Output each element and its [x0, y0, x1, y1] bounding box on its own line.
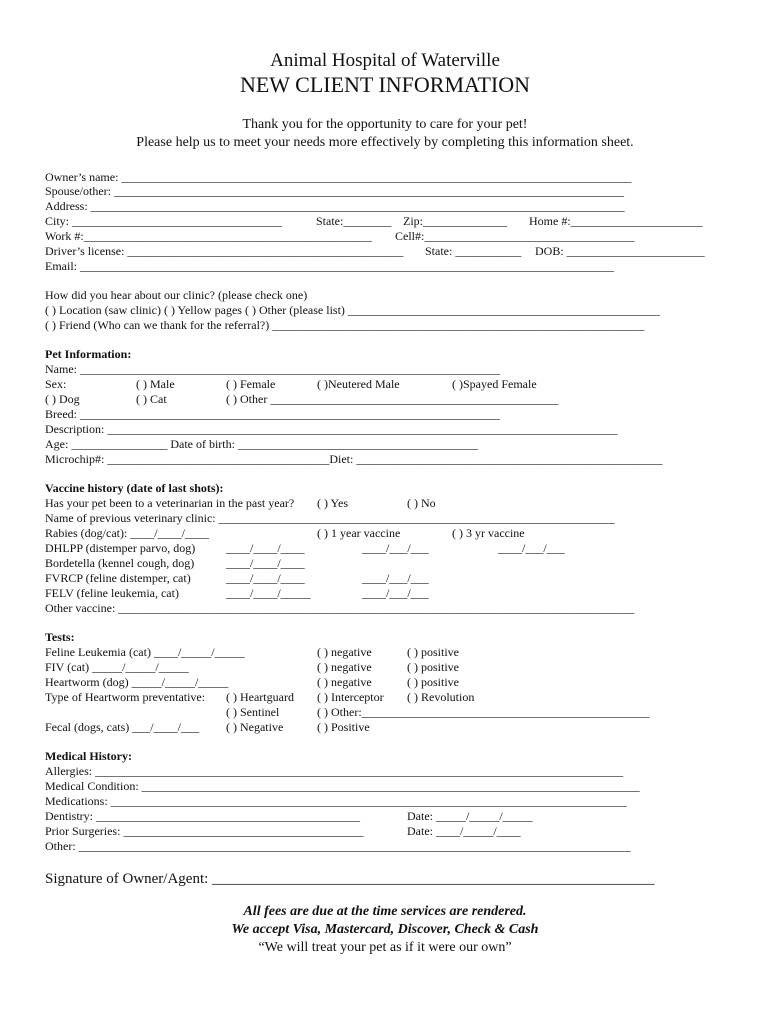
past-vet-no-checkbox[interactable]: ( ) No [407, 496, 436, 510]
owner-name-field[interactable]: Owner’s name: _____________________________________________________________________________________ [45, 170, 632, 184]
previous-clinic-field[interactable]: Name of previous veterinary clinic: __________________________________________________________________ [45, 511, 615, 525]
work-phone-field[interactable]: Work #:________________________________________________ [45, 229, 372, 243]
medical-condition-field[interactable]: Medical Condition: ___________________________________________________________________________________ [45, 779, 640, 793]
felv-test-field[interactable]: Feline Leukemia (cat) ____/_____/_____ [45, 645, 245, 659]
dentistry-field[interactable]: Dentistry: ____________________________________________ [45, 809, 360, 823]
revolution-checkbox[interactable]: ( ) Revolution [407, 690, 475, 704]
form-title: NEW CLIENT INFORMATION [239, 72, 531, 97]
fees-notice: All fees are due at the time services are rendered. [243, 904, 527, 919]
spouse-field[interactable]: Spouse/other: _____________________________________________________________________________________ [45, 184, 624, 198]
dhlpp-label: DHLPP (distemper parvo, dog) [45, 541, 196, 555]
tests-heading: Tests: [45, 630, 75, 644]
fiv-test-field[interactable]: FIV (cat) _____/_____/_____ [45, 660, 189, 674]
dhlpp-date-3[interactable]: ____/___/___ [498, 541, 565, 555]
zip-field[interactable]: Zip:______________ [403, 214, 507, 228]
vaccine-heading: Vaccine history (date of last shots): [45, 481, 224, 495]
home-phone-field[interactable]: Home #:______________________ [529, 214, 703, 228]
bordetella-label: Bordetella (kennel cough, dog) [45, 556, 195, 570]
age-dob-field[interactable]: Age: ________________ Date of birth: ________________________________________ [45, 437, 478, 451]
fvrcp-date-2[interactable]: ____/___/___ [362, 571, 429, 585]
heartworm-test-field[interactable]: Heartworm (dog) _____/_____/_____ [45, 675, 229, 689]
felv-positive-checkbox[interactable]: ( ) positive [407, 645, 459, 659]
past-vet-question: Has your pet been to a veterinarian in the past year? [45, 496, 295, 510]
fecal-negative-checkbox[interactable]: ( ) Negative [226, 720, 284, 734]
felv-date-2[interactable]: ____/___/___ [362, 586, 429, 600]
allergies-field[interactable]: Allergies: ________________________________________________________________________________________ [45, 764, 624, 778]
fiv-negative-checkbox[interactable]: ( ) negative [317, 660, 372, 674]
other-preventative-field[interactable]: ( ) Other:________________________________________________ [317, 705, 650, 719]
breed-field[interactable]: Breed: ______________________________________________________________________ [45, 407, 500, 421]
dhlpp-date-1[interactable]: ____/____/____ [226, 541, 305, 555]
female-checkbox[interactable]: ( ) Female [226, 377, 276, 391]
past-vet-yes-checkbox[interactable]: ( ) Yes [317, 496, 349, 510]
bordetella-date-1[interactable]: ____/____/____ [226, 556, 305, 570]
city-field[interactable]: City: ___________________________________ [45, 214, 283, 228]
intro-line-1: Thank you for the opportunity to care for your pet! [242, 117, 528, 132]
cell-phone-field[interactable]: Cell#:___________________________________ [395, 229, 635, 243]
medications-field[interactable]: Medications: ______________________________________________________________________________________ [45, 794, 627, 808]
pet-info-heading: Pet Information: [45, 347, 132, 361]
felv-negative-checkbox[interactable]: ( ) negative [317, 645, 372, 659]
other-vaccine-field[interactable]: Other vaccine: ______________________________________________________________________________________ [45, 601, 635, 615]
heartworm-negative-checkbox[interactable]: ( ) negative [317, 675, 372, 689]
spayed-checkbox[interactable]: ( )Spayed Female [452, 377, 537, 391]
heartguard-checkbox[interactable]: ( ) Heartguard [226, 690, 294, 704]
fecal-positive-checkbox[interactable]: ( ) Positive [317, 720, 370, 734]
license-state-field[interactable]: State: ___________ [425, 244, 522, 258]
one-year-vaccine-checkbox[interactable]: ( ) 1 year vaccine [317, 526, 401, 540]
clinic-motto: “We will treat your pet as if it were our own” [258, 940, 512, 955]
dob-field[interactable]: DOB: _______________________ [535, 244, 705, 258]
fecal-test-field[interactable]: Fecal (dogs, cats) ___/____/___ [45, 720, 199, 734]
address-field[interactable]: Address: _________________________________________________________________________________________ [45, 199, 625, 213]
drivers-license-field[interactable]: Driver’s license: ______________________________________________ [45, 244, 404, 258]
medical-history-heading: Medical History: [45, 749, 132, 763]
fvrcp-date-1[interactable]: ____/____/____ [226, 571, 305, 585]
fvrcp-label: FVRCP (feline distemper, cat) [45, 571, 191, 585]
referral-options-1[interactable]: ( ) Location (saw clinic) ( ) Yellow pages ( ) Other (please list) ____________________________________________________ [45, 303, 660, 317]
email-field[interactable]: Email: _________________________________________________________________________________________ [45, 259, 614, 273]
microchip-diet-field[interactable]: Microchip#: _____________________________________Diet: ___________________________________________________ [45, 452, 663, 466]
prior-surgeries-field[interactable]: Prior Surgeries: ________________________________________ [45, 824, 364, 838]
description-field[interactable]: Description: _____________________________________________________________________________________ [45, 422, 618, 436]
cat-checkbox[interactable]: ( ) Cat [136, 392, 167, 406]
sex-label: Sex: [45, 377, 67, 391]
pet-name-field[interactable]: Name: ______________________________________________________________________ [45, 362, 500, 376]
sentinel-checkbox[interactable]: ( ) Sentinel [226, 705, 280, 719]
interceptor-checkbox[interactable]: ( ) Interceptor [317, 690, 384, 704]
clinic-name: Animal Hospital of Waterville [270, 50, 500, 71]
dhlpp-date-2[interactable]: ____/___/___ [362, 541, 429, 555]
three-year-vaccine-checkbox[interactable]: ( ) 3 yr vaccine [452, 526, 525, 540]
heartworm-positive-checkbox[interactable]: ( ) positive [407, 675, 459, 689]
surgeries-date-field[interactable]: Date: ____/_____/____ [407, 824, 521, 838]
state-field[interactable]: State:________ [316, 214, 392, 228]
rabies-field[interactable]: Rabies (dog/cat): ____/____/____ [45, 526, 209, 540]
payment-notice: We accept Visa, Mastercard, Discover, Check & Cash [231, 922, 539, 937]
male-checkbox[interactable]: ( ) Male [136, 377, 175, 391]
felv-date-1[interactable]: ____/____/_____ [226, 586, 311, 600]
intro-line-2: Please help us to meet your needs more effectively by completing this information sheet. [136, 135, 634, 150]
referral-options-2[interactable]: ( ) Friend (Who can we thank for the referral?) ______________________________________________________________ [45, 318, 645, 332]
fiv-positive-checkbox[interactable]: ( ) positive [407, 660, 459, 674]
felv-label: FELV (feline leukemia, cat) [45, 586, 179, 600]
other-medical-field[interactable]: Other: ____________________________________________________________________________________________ [45, 839, 631, 853]
other-species-field[interactable]: ( ) Other ________________________________________________ [226, 392, 559, 406]
signature-field[interactable]: Signature of Owner/Agent: ___________________________________________________________ [45, 871, 655, 887]
heartworm-type-label: Type of Heartworm preventative: [45, 690, 206, 704]
dog-checkbox[interactable]: ( ) Dog [45, 392, 80, 406]
referral-question: How did you hear about our clinic? (please check one) [45, 288, 308, 302]
dentistry-date-field[interactable]: Date: _____/_____/_____ [407, 809, 533, 823]
neutered-checkbox[interactable]: ( )Neutered Male [317, 377, 400, 391]
